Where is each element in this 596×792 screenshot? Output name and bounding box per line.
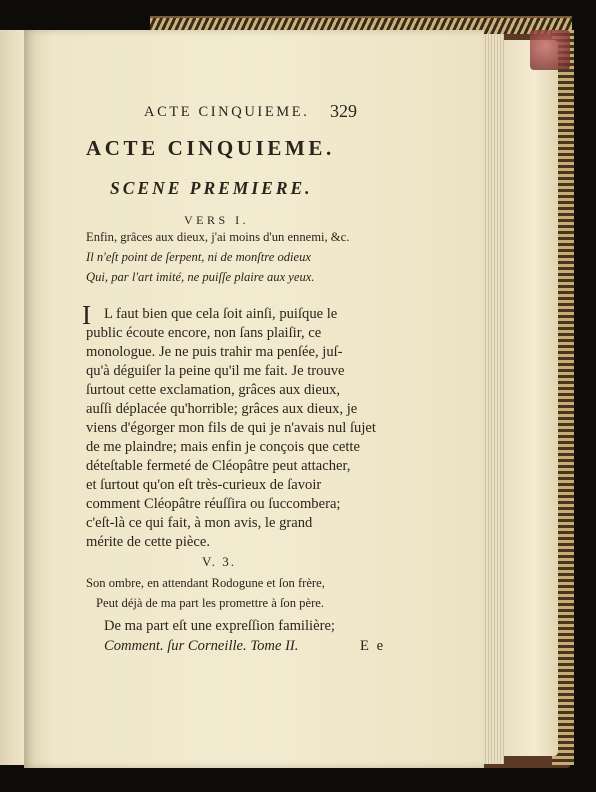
quoted-verse-line: Il n'eſt point de ſerpent, ni de monſtre odieux [86, 250, 312, 264]
quoted-verse-line: Peut déjà de ma part les promettre à ſon père. [96, 596, 324, 610]
body-line: L faut bien que cela ſoit ainſi, puiſque le [104, 306, 338, 322]
running-head [144, 104, 309, 121]
quoted-verse-line: Qui, par l'art imité, ne puiſſe plaire aux yeux. [86, 270, 315, 284]
left-page [0, 30, 24, 765]
act-title: ACTE CINQUIEME. [86, 136, 335, 160]
quoted-verse-line: Enfin, grâces aux dieux, j'ai moins d'un ennemi, &c. [86, 230, 350, 244]
body-line: et ſurtout qu'on eſt très-curieux de ſavoir [86, 477, 322, 493]
body-line: De ma part eſt une expreſſion familière; [104, 618, 335, 634]
page-number: 329 [330, 101, 357, 121]
body-line: public écoute encore, non ſans plaiſir, ce [86, 325, 322, 341]
endpaper [500, 40, 558, 756]
body-line: auſſi déplacée qu'horrible; grâces aux dieux, je [86, 401, 358, 417]
marbled-paper-corner [530, 30, 570, 70]
body-line: de me plaindre; mais enfin je conçois que cette [86, 439, 360, 455]
verse-label-2: V. 3. [202, 554, 236, 569]
drop-cap: I [82, 300, 91, 330]
signature-mark: E e [360, 638, 386, 654]
body-line: c'eſt-là ce qui fait, à mon avis, le grand [86, 515, 313, 531]
body-line: déteſtable fermeté de Cléopâtre peut attacher, [86, 458, 351, 474]
body-line: comment Cléopâtre réuſſira ou ſuccombera; [86, 496, 341, 512]
running-head-text: ACTE CINQUIEME. [144, 104, 310, 120]
body-line: viens d'égorger mon fils de qui je n'avais nul ſujet [86, 420, 376, 436]
body-line: mérite de cette pièce. [86, 534, 210, 550]
body-line: qu'à déguiſer la peine qu'il me fait. Je trouve [86, 363, 345, 379]
quoted-verse-line: Son ombre, en attendant Rodogune et ſon frère, [86, 576, 325, 590]
body-line: ſurtout cette exclamation, grâces aux dieux, [86, 382, 341, 398]
scene-title: SCENE PREMIERE. [110, 178, 313, 198]
book-page [24, 30, 484, 768]
signature-line: Comment. ſur Corneille. Tome II. [104, 638, 299, 654]
verse-label: VERS I. [184, 213, 250, 227]
body-line: monologue. Je ne puis trahir ma penſée, juſ- [86, 344, 343, 360]
